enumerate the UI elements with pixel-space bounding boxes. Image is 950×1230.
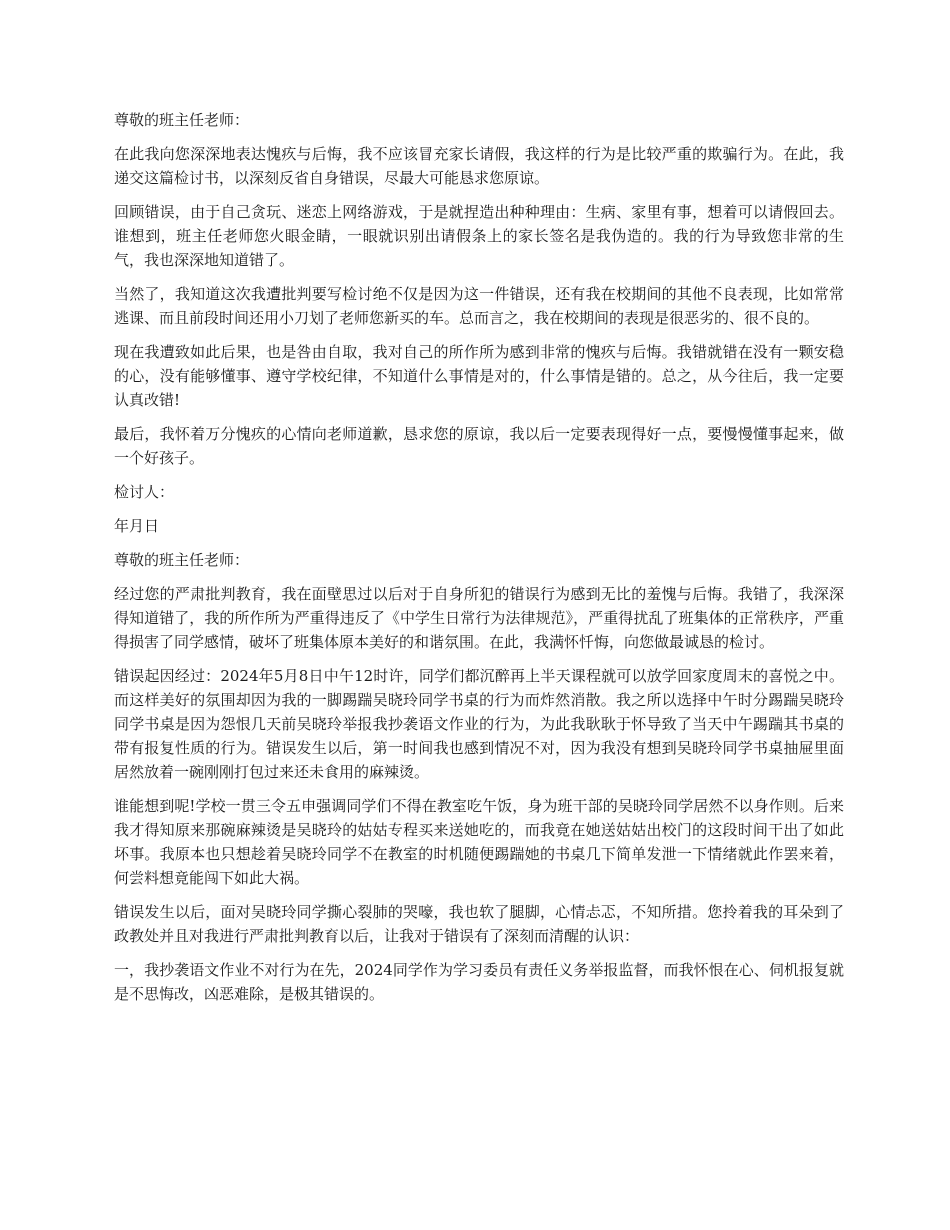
paragraph: 错误发生以后，面对吴晓玲同学撕心裂肺的哭嚎，我也软了腿脚，心情忐忑，不知所措。您拎着我的耳朵到了政教处并且对我进行严肃批判教育以后，让我对于错误有了深刻而清醒的认识： xyxy=(114,903,844,945)
salutation: 尊敬的班主任老师： xyxy=(114,551,250,569)
paragraph: 在此我向您深深地表达愧疚与后悔，我不应该冒充家长请假，我这样的行为是比较严重的欺骗行为。在此，我递交这篇检讨书，以深刻反省自身错误，尽最大可能恳求您原谅。 xyxy=(114,145,844,187)
signature-line: 检讨人： xyxy=(114,483,175,501)
paragraph: 最后，我怀着万分愧疚的心情向老师道歉，恳求您的原谅，我以后一定要表现得好一点，要慢慢懂事起来，做一个好孩子。 xyxy=(114,425,844,467)
paragraph: 当然了，我知道这次我遭批判要写检讨绝不仅是因为这一件错误，还有我在校期间的其他不良表现，比如常常逃课、而且前段时间还用小刀划了老师您新买的车。总而言之，我在校期间的表现是很恶劣的、很不良的。 xyxy=(114,285,844,327)
paragraph: 错误起因经过：2024年5月8日中午12时许，同学们都沉醉再上半天课程就可以放学回家度周末的喜悦之中。而这样美好的氛围却因为我的一脚踢踹吴晓玲同学书桌的行为而炸然消散。我之所以选择中午时分踢踹吴晓玲同学书桌是因为怨恨几天前吴晓玲举报我抄袭语文作业的行为，为此我耿耿于怀导致了当天中午踢踹其书桌的带有报复性质的行为。错误发生以后，第一时间我也感到情况不对，因为我没有想到吴晓玲同学书桌抽屉里面居然放着一碗刚刚打包过来还未食用的麻辣烫。 xyxy=(114,667,844,781)
document-body xyxy=(114,108,844,1016)
salutation: 尊敬的班主任老师： xyxy=(114,111,250,129)
date-line: 年月日 xyxy=(114,517,160,535)
paragraph: 回顾错误，由于自己贪玩、迷恋上网络游戏，于是就捏造出种种理由：生病、家里有事，想着可以请假回去。谁想到，班主任老师您火眼金睛，一眼就识别出请假条上的家长签名是我伪造的。我的行为导致您非常的生气，我也深深地知道错了。 xyxy=(114,203,844,269)
paragraph: 谁能想到呢!学校一贯三令五申强调同学们不得在教室吃午饭，身为班干部的吴晓玲同学居然不以身作则。后来我才得知原来那碗麻辣烫是吴晓玲的姑姑专程买来送她吃的，而我竟在她送姑姑出校门的这段时间干出了如此坏事。我原本也只想趁着吴晓玲同学不在教室的时机随便踢踹她的书桌几下简单发泄一下情绪就此作罢来着，何尝料想竟能闯下如此大祸。 xyxy=(114,797,844,887)
paragraph: 经过您的严肃批判教育，我在面壁思过以后对于自身所犯的错误行为感到无比的羞愧与后悔。我错了，我深深得知道错了，我的所作所为严重得违反了《中学生日常行为法律规范》，严重得扰乱了班集体的正常秩序，严重得损害了同学感情，破坏了班集体原本美好的和谐氛围。在此，我满怀忏悔，向您做最诚恳的检讨。 xyxy=(114,585,844,651)
paragraph: 现在我遭致如此后果，也是咎由自取，我对自己的所作所为感到非常的愧疚与后悔。我错就错在没有一颗安稳的心，没有能够懂事、遵守学校纪律，不知道什么事情是对的，什么事情是错的。总之，从今往后，我一定要认真改错! xyxy=(114,343,844,409)
paragraph: 一，我抄袭语文作业不对行为在先，2024同学作为学习委员有责任义务举报监督，而我怀恨在心、伺机报复就是不思悔改，凶恶难除，是极其错误的。 xyxy=(114,961,844,1003)
